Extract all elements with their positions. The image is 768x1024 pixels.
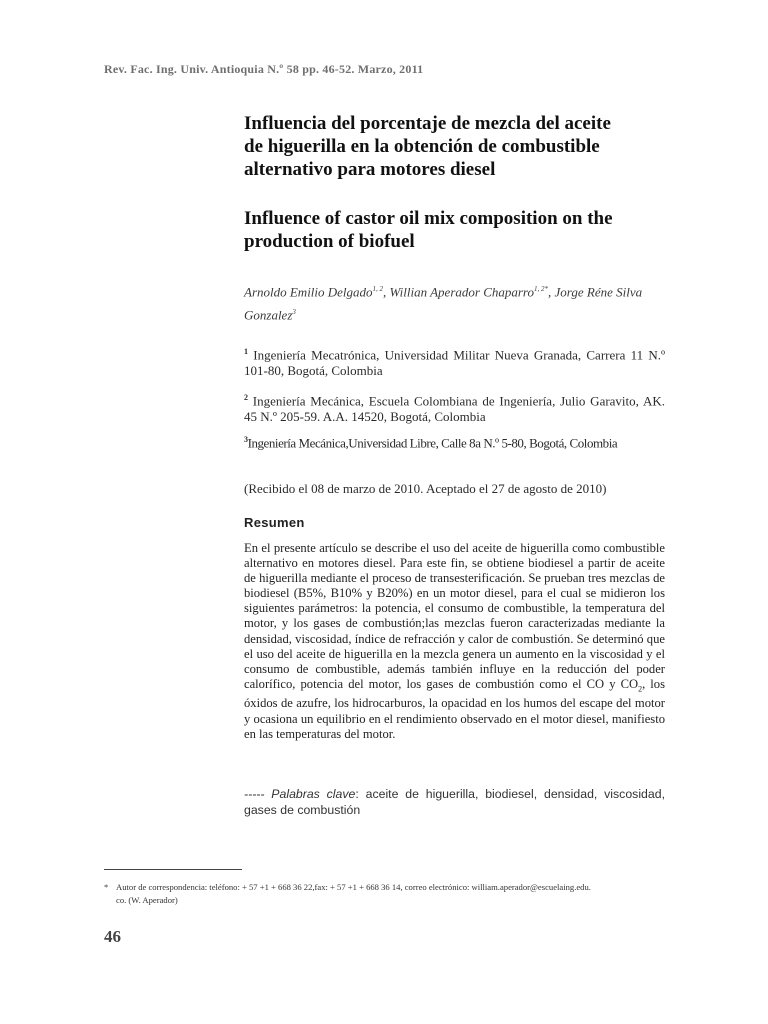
affiliation xyxy=(244,344,665,379)
affiliation xyxy=(244,390,665,425)
footnote-line: co. (W. Aperador) xyxy=(116,895,178,905)
author-name: Arnoldo Emilio Delgado xyxy=(244,284,373,300)
affiliation-text: Ingeniería Mecatrónica, Universidad Militar Nueva Granada, Carrera 11 N.º 101-80, Bogotá, Colombia xyxy=(244,347,665,379)
title-es-line: de higuerilla en la obtención de combustible xyxy=(244,136,600,157)
title-es-line: alternativo para motores diesel xyxy=(244,159,496,180)
abstract-heading: Resumen xyxy=(244,515,305,530)
author-name: Willian Aperador Chaparro xyxy=(389,284,535,300)
received-dates: (Recibido el 08 de marzo de 2010. Aceptado el 27 de agosto de 2010) xyxy=(244,481,607,496)
author-separator: , xyxy=(548,284,555,300)
author-list xyxy=(244,279,665,326)
abstract-text xyxy=(244,541,665,742)
title-es-line: Influencia del porcentaje de mezcla del aceite xyxy=(244,113,611,134)
subscript: 2 xyxy=(638,684,643,694)
footnote xyxy=(104,881,668,907)
page-number: 46 xyxy=(104,927,121,946)
title-en-line: production of biofuel xyxy=(244,231,415,252)
keywords-list: : aceite de higuerilla, biodiesel, densidad, viscosidad, gases de combustión xyxy=(244,787,665,817)
author-affiliation-marks: 1, 2* xyxy=(534,285,549,293)
affiliation-number: 2 xyxy=(244,393,248,402)
title-en-line: Influence of castor oil mix composition on the xyxy=(244,208,613,229)
affiliation-number: 3 xyxy=(244,435,248,444)
affiliation xyxy=(244,432,665,451)
author-affiliation-marks: 1, 2 xyxy=(372,285,384,293)
footnote-divider xyxy=(104,869,242,870)
abstract-part-2: , los óxidos de azufre, los hidrocarburos, la opacidad en los humos del escape del motor y ocasiona un equilibrio en el rendimiento observado en el motor diesel, manifiesto en las temperaturas del motor. xyxy=(244,676,665,741)
keywords xyxy=(244,786,665,818)
affiliation-text: Ingeniería Mecánica,Universidad Libre, Calle 8a N.º 5-80, Bogotá, Colombia xyxy=(247,435,618,451)
affiliation-text: Ingeniería Mecánica, Escuela Colombiana de Ingeniería, Julio Garavito, AK. 45 N.º 205-59. A.A. 14520, Bogotá, Colombia xyxy=(244,393,665,425)
footnote-mark: * xyxy=(104,882,109,892)
title-english xyxy=(244,207,665,253)
title-spanish xyxy=(244,112,665,181)
author-affiliation-marks: 3 xyxy=(292,308,296,317)
author-name: Jorge Réne Silva Gonzalez xyxy=(244,284,643,323)
keywords-label: ----- Palabras clave xyxy=(244,787,356,801)
footnote-line: Autor de correspondencia: teléfono: + 57 +1 + 668 36 22,fax: + 57 +1 + 668 36 14, correo electrónico: william.aperador@escuelaing.edu. xyxy=(116,882,591,892)
journal-reference: Rev. Fac. Ing. Univ. Antioquia N.º 58 pp. 46-52. Marzo, 2011 xyxy=(104,62,424,76)
affiliation-number: 1 xyxy=(244,347,248,356)
author-separator: , xyxy=(383,284,390,300)
abstract-part-1: En el presente artículo se describe el uso del aceite de higuerilla como combustible alternativo en motores diesel. Para este fin, se obtiene biodiesel a partir de aceite de higuerilla mediante el proceso de transesterificación. Se prueban tres mezclas de biodiesel (B5%, B10% y B20%) en un motor diesel, para el cual se midieron los siguientes parámetros: la potencia, el consumo de combustible, la temperatura del motor, y los gases de combustión;las mezclas fueron caracterizadas mediante la densidad, viscosidad, índice de refracción y calor de combustión. Se determinó que el uso del aceite de higuerilla en la mezcla genera un aumento en la viscosidad y el consumo de combustible, además también influye en la reducción del poder calorífico, potencia del motor, los gases de combustión como el CO y CO xyxy=(244,541,665,691)
